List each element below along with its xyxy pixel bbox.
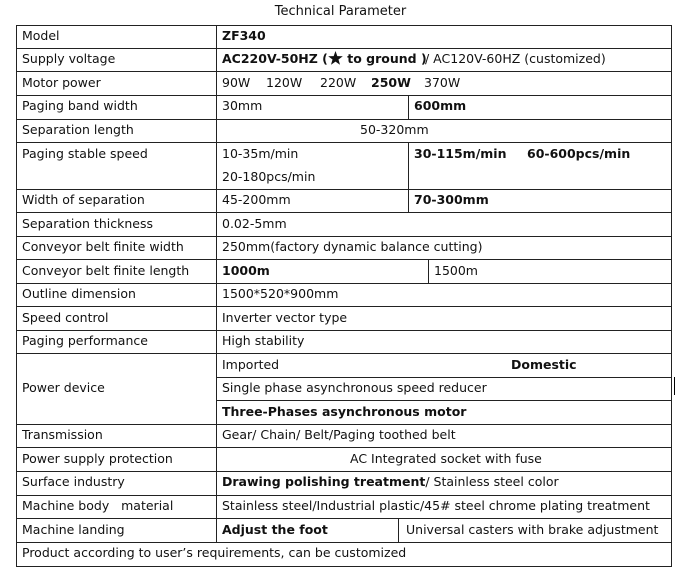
label-speed-control: Speed control [22,310,109,325]
surface-industry-bold: Drawing polishing treatment [222,474,426,489]
value-power-supply-protection: AC Integrated socket with fuse [350,451,542,466]
label-conveyor-belt-length: Conveyor belt finite length [22,263,190,278]
power-device-imported: Imported [222,357,280,372]
motor-power-220: 220W [320,75,357,90]
label-motor-power: Motor power [22,75,101,90]
machine-landing-2: Universal casters with brake adjustment [406,522,659,537]
motor-power-370: 370W [424,75,461,90]
value-machine-body-material: Stainless steel/Industrial plastic/45# steel chrome plating treatment [222,498,650,513]
value-speed-control: Inverter vector type [222,310,348,325]
label-surface-industry: Surface industry [22,474,125,489]
label-power-supply-protection: Power supply protection [22,451,173,466]
motor-power-90: 90W [222,75,251,90]
label-machine-body-material: Machine body material [22,498,174,513]
power-device-domestic: Domestic [511,357,577,372]
footer-note: Product according to user’s requirements, can be customized [22,545,407,560]
paging-speed-standard-m: 10-35m/min [222,146,299,161]
label-transmission: Transmission [22,427,103,442]
motor-power-120: 120W [266,75,303,90]
paging-speed-standard-pcs: 20-180pcs/min [222,169,316,184]
power-device-reducer: Single phase asynchronous speed reducer [222,380,487,395]
label-power-device: Power device [22,380,105,395]
paging-band-width-2: 600mm [414,98,467,113]
width-of-separation-2: 70-300mm [414,192,489,207]
supply-voltage-main: AC220V-50HZ ( [222,51,328,66]
value-separation-length: 50-320mm [360,122,429,137]
value-separation-thickness: 0.02-5mm [222,216,287,231]
machine-landing-1: Adjust the foot [222,522,328,537]
label-separation-length: Separation length [22,122,134,137]
paging-speed-high-pcs: 60-600pcs/min [527,146,631,161]
value-conveyor-belt-width: 250mm(factory dynamic balance cutting) [222,239,483,254]
table-title: Technical Parameter [274,4,407,19]
conveyor-belt-length-1: 1000m [222,263,270,278]
text-cursor [674,377,675,395]
width-of-separation-1: 45-200mm [222,192,291,207]
paging-speed-high-m: 30-115m/min [414,146,507,161]
label-separation-thickness: Separation thickness [22,216,153,231]
label-supply-voltage: Supply voltage [22,51,116,66]
motor-power-250: 250W [371,75,411,90]
power-device-motor: Three-Phases asynchronous motor [222,404,467,419]
supply-voltage-alt: / AC120V-60HZ (customized) [425,51,606,66]
label-outline-dimension: Outline dimension [22,286,136,301]
label-paging-performance: Paging performance [22,333,148,348]
value-model: ZF340 [222,28,266,43]
label-width-of-separation: Width of separation [22,192,145,207]
label-conveyor-belt-width: Conveyor belt finite width [22,239,184,254]
value-surface-industry [222,474,559,490]
star-icon [328,51,343,65]
label-model: Model [22,28,60,43]
conveyor-belt-length-2: 1500m [434,263,478,278]
label-paging-stable-speed: Paging stable speed [22,146,148,161]
value-transmission: Gear/ Chain/ Belt/Paging toothed belt [222,427,456,442]
label-paging-band-width: Paging band width [22,98,138,113]
label-machine-landing: Machine landing [22,522,125,537]
value-supply-voltage [222,51,427,67]
value-outline-dimension: 1500*520*900mm [222,286,339,301]
supply-voltage-ground: to ground ) [342,51,427,66]
value-paging-performance: High stability [222,333,305,348]
paging-band-width-1: 30mm [222,98,263,113]
surface-industry-rest: / Stainless steel color [425,474,559,489]
